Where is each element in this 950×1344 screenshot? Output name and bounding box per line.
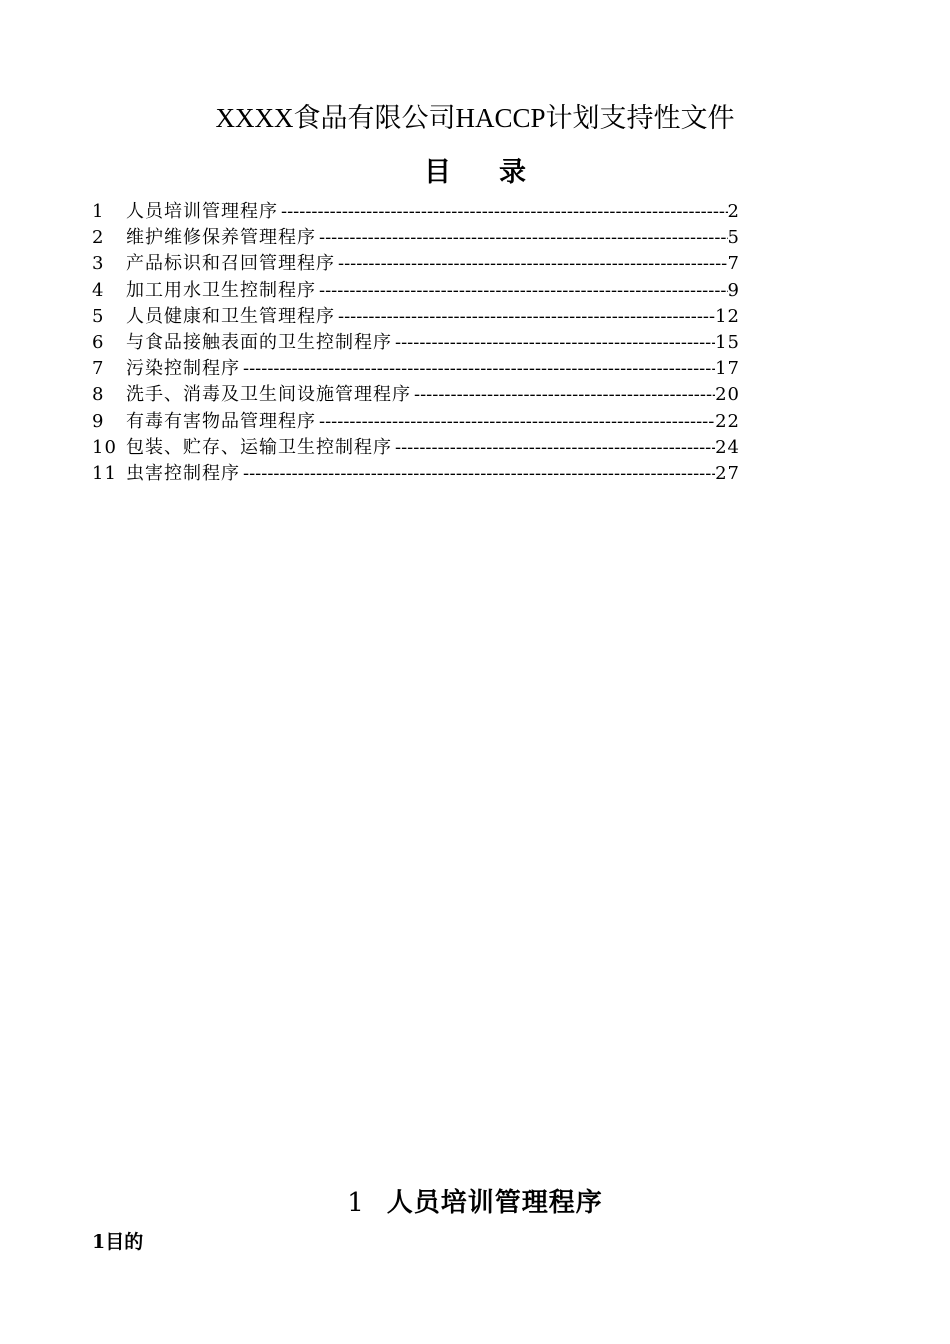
toc-leader: [316, 278, 728, 304]
toc-entry[interactable]: [92, 304, 740, 330]
toc-entry-label: 虫害控制程序: [126, 462, 240, 484]
toc-leader: [335, 251, 728, 277]
section-heading: [0, 1185, 950, 1221]
toc-leader: [392, 330, 715, 356]
toc-entry[interactable]: [92, 251, 740, 277]
toc-entry-page: 17: [715, 358, 740, 380]
toc-entry-number: 7: [92, 358, 105, 380]
toc-entry-number: 6: [92, 331, 105, 353]
toc-entry-label: 维护维修保养管理程序: [126, 227, 316, 249]
toc-entry-page: 15: [715, 331, 740, 353]
toc-entry-number: 9: [92, 410, 105, 432]
toc-entry-label: 产品标识和召回管理程序: [126, 253, 335, 275]
toc-entry-page: 12: [715, 305, 740, 327]
toc-entry-page: 24: [715, 436, 740, 458]
toc-entry-label: 人员健康和卫生管理程序: [126, 305, 335, 327]
document-title: XXXX食品有限公司HACCP计划支持性文件: [215, 103, 735, 133]
toc-entry-number: 8: [92, 384, 105, 406]
toc-entry-label: 与食品接触表面的卫生控制程序: [126, 331, 392, 353]
toc-leader: [335, 304, 715, 330]
toc-entry[interactable]: [92, 225, 740, 251]
toc-leader: [316, 225, 728, 251]
toc-entry-number: 4: [92, 279, 105, 301]
toc-heading: 目录: [424, 157, 574, 188]
toc-entry-page: 20: [715, 384, 740, 406]
toc-leader: [411, 382, 715, 408]
toc-entry-label: 污染控制程序: [126, 358, 240, 380]
toc-entry-page: 27: [715, 462, 740, 484]
section-subheading: 1目的: [92, 1231, 144, 1253]
toc-entry-label: 有毒有害物品管理程序: [126, 410, 316, 432]
toc-entry-number: 10: [92, 436, 117, 458]
toc-leader: [316, 409, 715, 435]
toc-entry[interactable]: [92, 199, 740, 225]
toc-entry-page: 9: [727, 279, 740, 301]
table-of-contents: [92, 199, 740, 487]
toc-entry-number: 3: [92, 253, 105, 275]
toc-entry[interactable]: [92, 382, 740, 408]
toc-entry[interactable]: [92, 461, 740, 487]
toc-entry-page: 2: [727, 201, 740, 222]
toc-entry-label: 人员培训管理程序: [126, 201, 278, 222]
toc-leader: [278, 199, 728, 225]
section-title: 人员培训管理程序: [386, 1188, 603, 1218]
toc-entry-label: 加工用水卫生控制程序: [126, 279, 316, 301]
toc-entry-page: 22: [715, 410, 740, 432]
section-number: 1: [347, 1188, 365, 1218]
toc-leader: [240, 461, 715, 487]
toc-entry[interactable]: [92, 435, 740, 461]
toc-entry-number: 1: [92, 201, 105, 222]
toc-entry-number: 2: [92, 227, 105, 249]
toc-entry[interactable]: [92, 278, 740, 304]
toc-entry[interactable]: [92, 356, 740, 382]
toc-entry-label: 包装、贮存、运输卫生控制程序: [126, 436, 392, 458]
toc-entry-number: 11: [92, 462, 117, 484]
toc-entry-label: 洗手、消毒及卫生间设施管理程序: [126, 384, 411, 406]
toc-leader: [240, 356, 715, 382]
toc-entry[interactable]: [92, 330, 740, 356]
toc-leader: [392, 435, 715, 461]
toc-entry-number: 5: [92, 305, 105, 327]
toc-entry-page: 7: [727, 253, 740, 275]
toc-entry[interactable]: [92, 409, 740, 435]
toc-entry-page: 5: [727, 227, 740, 249]
